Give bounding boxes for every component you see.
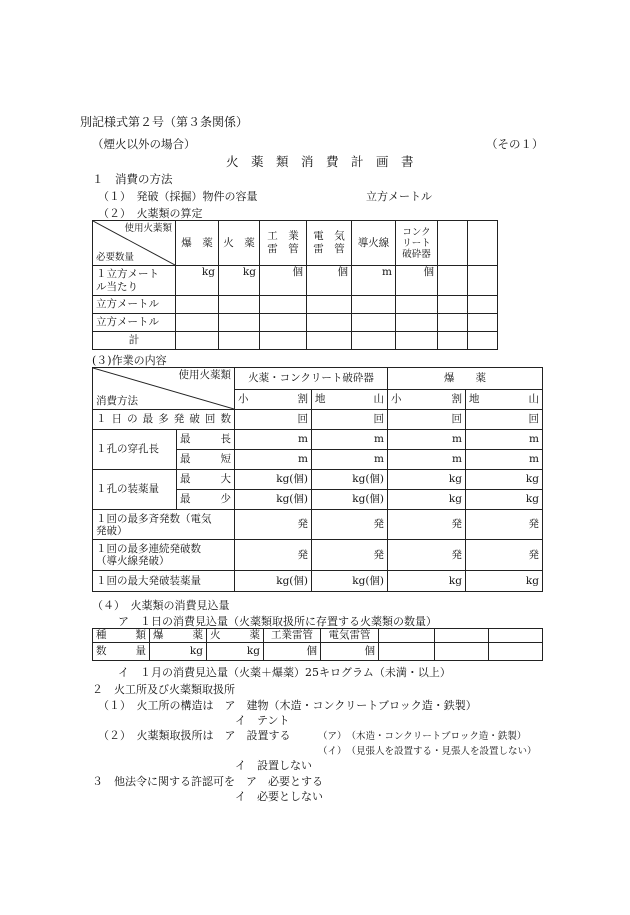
table3-unit: m <box>235 450 312 470</box>
table4-cell <box>489 629 543 643</box>
table3-unit: 回 <box>388 410 466 430</box>
table4-unit: 個 <box>264 643 321 661</box>
table3-sub-jiyama: 地 山 <box>466 390 543 410</box>
table2-cell <box>396 314 438 332</box>
table3-unit: 発 <box>388 540 466 571</box>
page-mark: （その１） <box>486 137 544 151</box>
table2-empty-cell <box>438 266 468 296</box>
table3-unit: 回 <box>312 410 388 430</box>
table3-unit: kg <box>388 490 466 510</box>
table4-cell <box>379 629 435 643</box>
table2-corner-bottom: 必要数量 <box>96 252 135 263</box>
table3-unit: 発 <box>312 510 388 540</box>
table2-cell <box>307 296 352 314</box>
item4b-label: イ １月の消費見込量（火薬＋爆薬）25キログラム（未満・以上） <box>118 666 451 679</box>
table4-header: 火 薬 <box>207 629 264 643</box>
table3-unit: kg(個) <box>312 470 388 490</box>
table3-unit: m <box>312 430 388 450</box>
table3-unit: kg(個) <box>235 571 312 592</box>
table2-row3-label: 立方メートル <box>93 314 176 332</box>
section2-heading: ２ 火工所及び火薬類取扱所 <box>92 683 235 696</box>
table4-cell <box>489 643 543 661</box>
table2-cell <box>260 314 307 332</box>
table3-unit: m <box>388 450 466 470</box>
table2-cell <box>176 296 219 314</box>
item4-label: （４） 火薬類の消費見込量 <box>92 599 230 612</box>
table3-unit: kg <box>388 470 466 490</box>
table4-cell <box>435 643 489 661</box>
table3-row-label: １回の最多連続発破数 （導火線発破） <box>93 540 235 571</box>
table3-row-label: １回の最多斉発数（電気 発破） <box>93 510 235 540</box>
item4a-label: ア １日の消費見込量（火薬類取扱所に存置する火薬類の数量） <box>118 615 437 628</box>
table2-empty-cell <box>438 221 468 266</box>
table4-header: 工業雷管 <box>264 629 321 643</box>
table2-cell <box>219 296 260 314</box>
item1-unit: 立方メートル <box>366 190 432 203</box>
table2-cell <box>307 332 352 350</box>
table3-unit: kg <box>466 490 543 510</box>
item1-label: （１） 発破（採掘）物件の容量 <box>98 190 258 203</box>
table2-header-concrete-breaker: コンク リート 破砕器 <box>396 221 438 266</box>
table3-row-label: １孔の穿孔長 <box>93 430 177 470</box>
table3-corner <box>93 368 235 410</box>
table2-total-label: 計 <box>93 332 176 350</box>
table2-cell <box>438 296 468 314</box>
table3-unit: 回 <box>466 410 543 430</box>
table4-cell <box>435 629 489 643</box>
table3-unit: 発 <box>235 540 312 571</box>
form-label: 別記様式第２号（第３条関係） <box>80 115 249 129</box>
table3-row-label: １日の最多発破回数 <box>93 410 235 430</box>
table2-row1-label: １立方メート ル当たり <box>93 266 176 296</box>
table2-cell <box>396 332 438 350</box>
table2-corner-top: 使用火薬類 <box>124 223 172 234</box>
table3-unit: kg(個) <box>235 470 312 490</box>
table3-unit: 回 <box>235 410 312 430</box>
table2-header-kogyo-raikan: 工 業 雷 管 <box>260 221 307 266</box>
table2-empty-cell <box>468 266 498 296</box>
table2-cell <box>468 314 498 332</box>
table3-subrow-label: 最 短 <box>177 450 235 470</box>
table3-unit: kg <box>466 571 543 592</box>
table2-cell <box>438 314 468 332</box>
table2-cell <box>260 332 307 350</box>
table4-header: 種 類 <box>93 629 150 643</box>
table2-empty-cell <box>468 221 498 266</box>
table4-header: 電気雷管 <box>321 629 379 643</box>
section2-line4: （イ） （見張人を設置する・見張人を設置しない） <box>318 746 537 757</box>
table2-corner <box>93 221 176 266</box>
table2-cell <box>352 314 396 332</box>
table3-corner-top: 使用火薬類 <box>178 369 231 381</box>
table3-unit: m <box>388 430 466 450</box>
table4-row-label: 数 量 <box>93 643 150 661</box>
table2-cell <box>438 332 468 350</box>
table2-cell <box>260 296 307 314</box>
table2-cell <box>352 332 396 350</box>
table2-row1-unit: 個 <box>396 266 438 296</box>
table3-unit: 発 <box>466 540 543 571</box>
table3-corner-bottom: 消費方法 <box>96 395 138 407</box>
table2-cell <box>352 296 396 314</box>
table2-cell <box>219 332 260 350</box>
table2-row1-unit: kg <box>219 266 260 296</box>
table3-unit: kg(個) <box>312 490 388 510</box>
explosive-estimate-table <box>92 220 498 350</box>
table2-cell <box>176 332 219 350</box>
table3-unit: 発 <box>235 510 312 540</box>
section2-line5: イ 設置しない <box>235 759 312 772</box>
table3-unit: 発 <box>388 510 466 540</box>
section2-line2: イ テント <box>235 714 290 727</box>
table2-cell <box>176 314 219 332</box>
case-label: （煙火以外の場合） <box>92 137 196 151</box>
table3-unit: kg <box>388 571 466 592</box>
table2-cell <box>468 332 498 350</box>
table3-subrow-label: 最 長 <box>177 430 235 450</box>
table3-unit: m <box>466 450 543 470</box>
table3-unit: m <box>466 430 543 450</box>
work-content-table <box>92 367 543 592</box>
item3-label: (３)作業の内容 <box>92 354 167 367</box>
table3-unit: 発 <box>466 510 543 540</box>
table3-subrow-label: 最 少 <box>177 490 235 510</box>
table3-sub-jiyama: 地 山 <box>312 390 388 410</box>
section1-heading: １ 消費の方法 <box>92 172 173 186</box>
table3-unit: m <box>235 430 312 450</box>
section2-line3: （２） 火薬類取扱所は ア 設置する <box>98 729 291 742</box>
table3-unit: kg <box>466 470 543 490</box>
table4-unit: kg <box>207 643 264 661</box>
table3-unit: 発 <box>312 540 388 571</box>
table2-row1-unit: m <box>352 266 396 296</box>
table2-cell <box>396 296 438 314</box>
table2-cell <box>307 314 352 332</box>
table2-row1-unit: kg <box>176 266 219 296</box>
table3-row-label: １回の最大発破装薬量 <box>93 571 235 592</box>
table3-subrow-label: 最 大 <box>177 470 235 490</box>
table3-row-label: １孔の装薬量 <box>93 470 177 510</box>
table2-cell <box>219 314 260 332</box>
document-title: 火 薬 類 消 費 計 画 書 <box>226 154 414 169</box>
table2-header-kayaku: 火 薬 <box>219 221 260 266</box>
table3-unit: kg(個) <box>312 571 388 592</box>
daily-consumption-table <box>92 628 543 661</box>
table3-sub-kowari: 小 割 <box>388 390 466 410</box>
table2-row2-label: 立方メートル <box>93 296 176 314</box>
table4-unit: kg <box>150 643 207 661</box>
table3-group-bakuyaku: 爆 薬 <box>388 368 543 390</box>
table2-row1-unit: 個 <box>307 266 352 296</box>
section3-line2: イ 必要としない <box>235 790 323 803</box>
table2-header-denki-raikan: 電 気 雷 管 <box>307 221 352 266</box>
table3-unit: kg(個) <box>235 490 312 510</box>
item2-label: （２） 火薬類の算定 <box>98 207 203 220</box>
table3-sub-kowari: 小 割 <box>235 390 312 410</box>
table2-row1-unit: 個 <box>260 266 307 296</box>
table2-cell <box>468 296 498 314</box>
table4-header: 爆 薬 <box>150 629 207 643</box>
table2-header-bakuyaku: 爆 薬 <box>176 221 219 266</box>
section2-line1: （１） 火工所の構造は ア 建物（木造・コンクリートブロック造・鉄製） <box>98 699 477 712</box>
table4-cell <box>379 643 435 661</box>
table2-header-dokasen: 導火線 <box>352 221 396 266</box>
table3-group-kayaku: 火薬・コンクリート破砕器 <box>235 368 388 390</box>
section3-line1: ３ 他法令に関する許認可を ア 必要とする <box>92 775 323 788</box>
table4-unit: 個 <box>321 643 379 661</box>
section2-line3-detail: （ア） （木造・コンクリートブロック造・鉄製） <box>318 731 527 742</box>
table3-unit: m <box>312 450 388 470</box>
